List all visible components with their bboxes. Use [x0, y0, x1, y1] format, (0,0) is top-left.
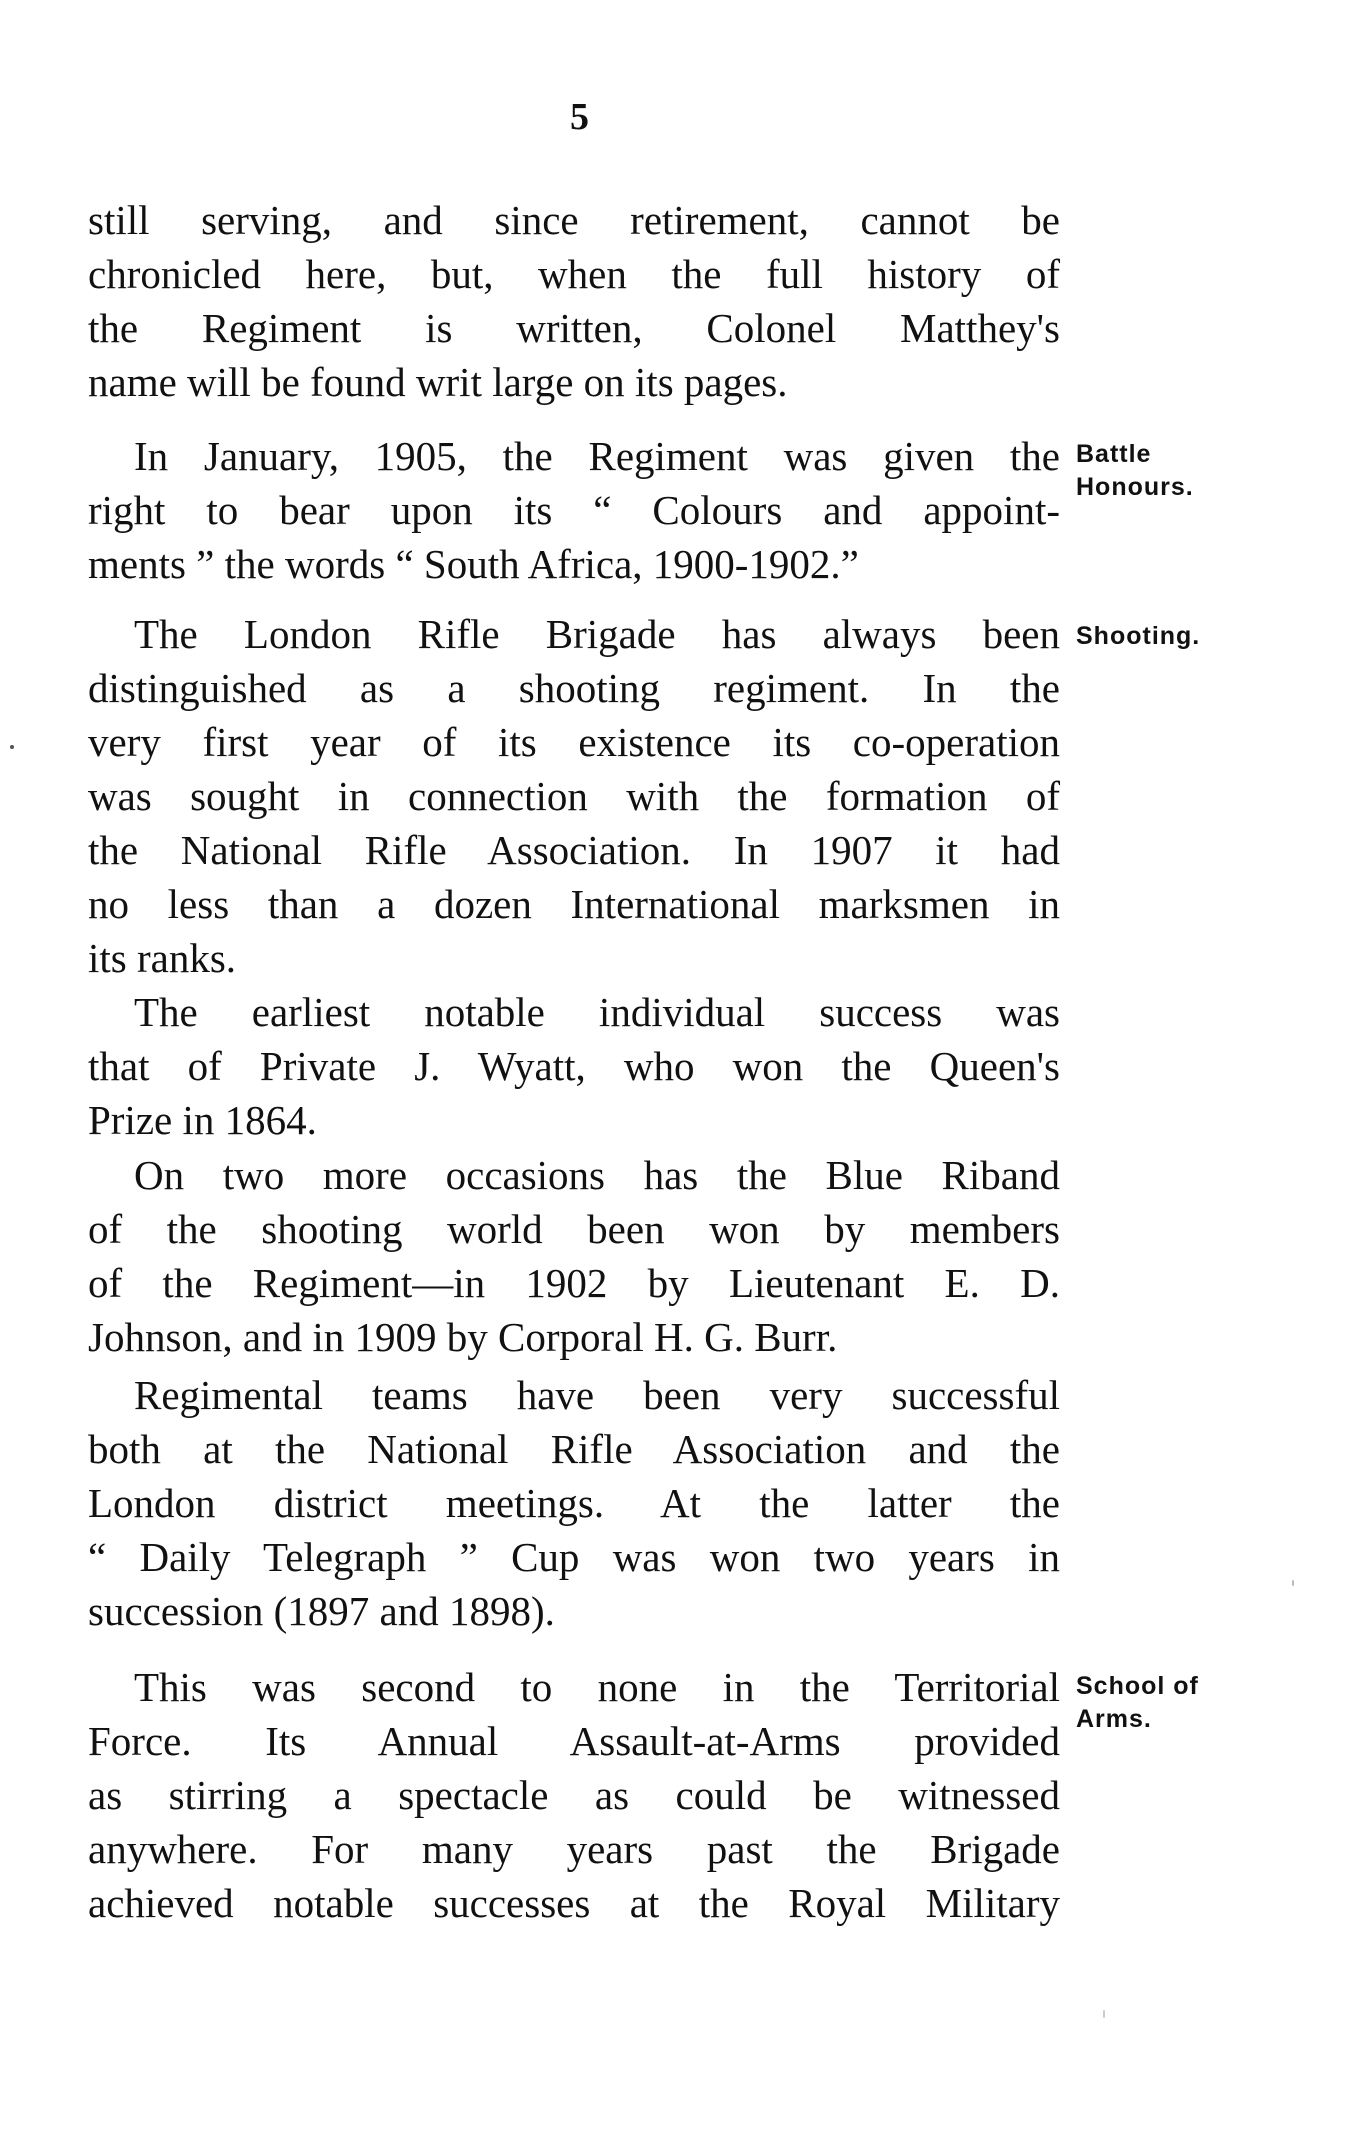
text-line: ments ” the words “ South Africa, 1900-1902.” — [88, 541, 859, 587]
text-line: Prize in 1864. — [88, 1097, 317, 1143]
sidenote-line: Honours. — [1076, 473, 1194, 501]
text-line: very first year of its existence its co-operation — [88, 719, 1060, 765]
text-line: the National Rifle Association. In 1907 it had — [88, 827, 1060, 873]
text-line: achieved notable successes at the Royal Military — [88, 1880, 1060, 1926]
text-line: its ranks. — [88, 935, 237, 981]
text-line: The earliest notable individual success was — [134, 989, 1060, 1035]
text-line: “ Daily Telegraph ” Cup was won two years in — [88, 1534, 1060, 1580]
text-line: that of Private J. Wyatt, who won the Queen's — [88, 1043, 1060, 1089]
scan-speck — [10, 745, 14, 749]
text-line: Force. Its Annual Assault-at-Arms provided — [88, 1718, 1060, 1764]
text-line: succession (1897 and 1898). — [88, 1588, 555, 1634]
text-line: of the Regiment—in 1902 by Lieutenant E. D. — [88, 1260, 1060, 1306]
sidenote-line: Battle — [1076, 440, 1152, 468]
text-line: This was second to none in the Territorial — [134, 1664, 1060, 1710]
paragraph-7 — [88, 1660, 1060, 1930]
paragraph-5 — [88, 1148, 1060, 1364]
sidenote-line: Shooting. — [1076, 622, 1201, 650]
text-line: no less than a dozen International marksmen in — [88, 881, 1060, 927]
text-line: The London Rifle Brigade has always been — [134, 611, 1060, 657]
sidenote-line: School of — [1076, 1672, 1199, 1700]
text-line: On two more occasions has the Blue Riband — [134, 1152, 1060, 1198]
text-line: name will be found writ large on its pages. — [88, 359, 788, 405]
text-line: distinguished as a shooting regiment. In the — [88, 665, 1060, 711]
text-line: Regimental teams have been very successful — [134, 1372, 1060, 1418]
text-line: still serving, and since retirement, cannot be — [88, 197, 1060, 243]
paragraph-3 — [88, 607, 1060, 985]
paragraph-6 — [88, 1368, 1060, 1638]
paragraph-1 — [88, 193, 1060, 409]
text-line: anywhere. For many years past the Brigade — [88, 1826, 1060, 1872]
text-line: In January, 1905, the Regiment was given the — [134, 433, 1060, 479]
text-line: of the shooting world been won by members — [88, 1206, 1060, 1252]
sidenote-line: Arms. — [1076, 1705, 1152, 1733]
text-line: the Regiment is written, Colonel Matthey's — [88, 305, 1060, 351]
paragraph-4 — [88, 985, 1060, 1147]
text-line: was sought in connection with the formation of — [88, 773, 1060, 819]
text-line: Johnson, and in 1909 by Corporal H. G. Burr. — [88, 1314, 838, 1360]
scan-speck — [1292, 1580, 1294, 1586]
sidenote-shooting — [1076, 620, 1200, 653]
sidenote-battle-honours — [1076, 438, 1194, 504]
scan-speck — [1103, 2010, 1105, 2018]
page-number: 5 — [570, 96, 589, 138]
paragraph-2 — [88, 429, 1060, 591]
text-line: right to bear upon its “ Colours and appoint- — [88, 487, 1060, 533]
text-line: London district meetings. At the latter the — [88, 1480, 1060, 1526]
sidenote-school-of-arms — [1076, 1670, 1199, 1736]
text-line: both at the National Rifle Association and the — [88, 1426, 1060, 1472]
text-line: chronicled here, but, when the full history of — [88, 251, 1060, 297]
text-line: as stirring a spectacle as could be witnessed — [88, 1772, 1060, 1818]
